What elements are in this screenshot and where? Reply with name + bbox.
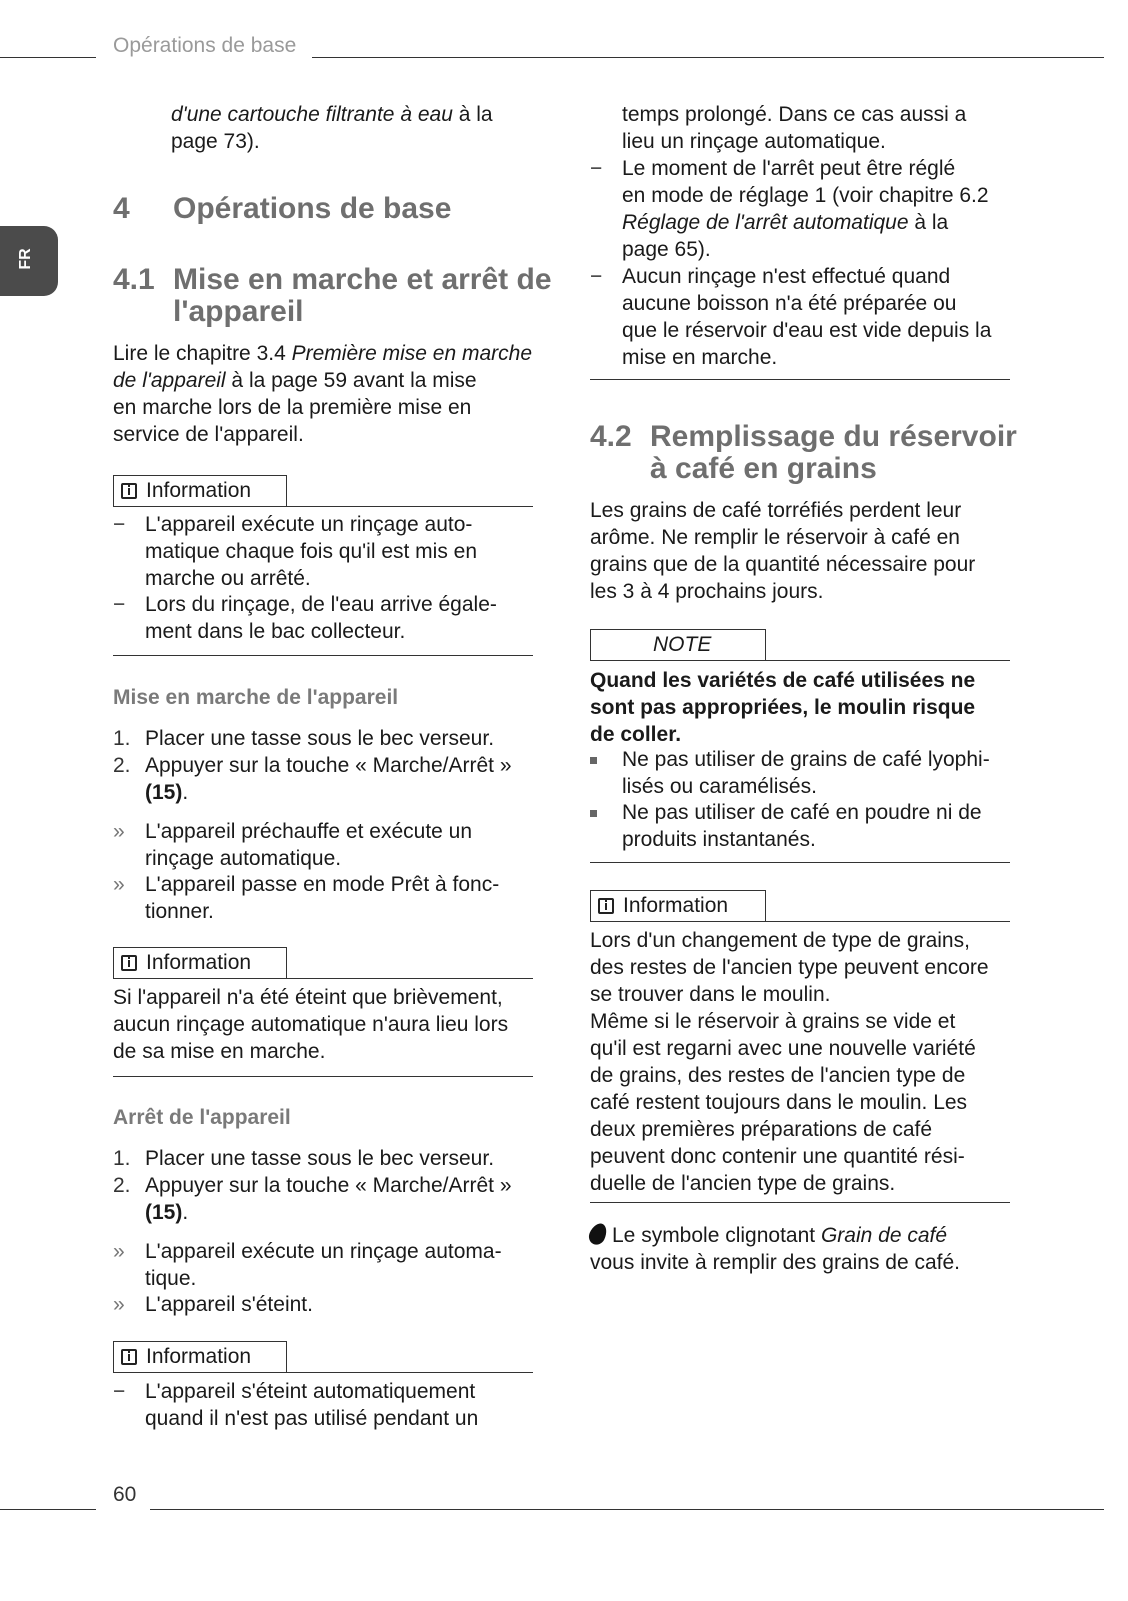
section-title <box>650 421 1030 485</box>
text: peuvent donc contenir une quantité rési- <box>590 1145 965 1168</box>
text: en mode de réglage 1 (voir chapitre 6.2 <box>622 184 989 207</box>
info-icon <box>598 898 614 914</box>
step-number: 2. <box>113 754 131 777</box>
page-number: 60 <box>113 1483 137 1506</box>
box-top-rule <box>113 1372 533 1373</box>
text: mise en marche. <box>622 346 778 369</box>
continuation-line <box>171 101 493 128</box>
box-bottom-rule <box>590 862 1010 863</box>
subheading-power-off: Arrêt de l'appareil <box>113 1106 291 1129</box>
information-paragraph <box>590 927 1030 1197</box>
note-box-header <box>590 629 766 661</box>
note-warning <box>590 667 1030 748</box>
text: tionner. <box>145 900 214 923</box>
box-top-rule <box>590 660 1010 661</box>
text: Lors du rinçage, de l'eau arrive égale- <box>145 593 497 616</box>
text: ment dans le bac collecteur. <box>145 620 406 643</box>
text: Lors d'un changement de type de grains, <box>590 929 970 952</box>
text: duelle de l'ancien type de grains. <box>590 1172 896 1195</box>
section-number: 4.1 <box>113 263 155 296</box>
text: des restes de l'ancien type peuvent encore <box>590 956 989 979</box>
text: que le réservoir d'eau est vide depuis la <box>622 319 992 342</box>
text: Le symbole clignotant <box>612 1224 821 1247</box>
step-number: 1. <box>113 1147 131 1170</box>
box-bottom-rule <box>113 655 533 656</box>
title-line: à café en grains <box>650 452 877 485</box>
information-label: Information <box>146 1345 252 1368</box>
dash-marker: − <box>113 513 126 536</box>
cross-ref-italic: d'une cartouche filtrante à eau <box>171 103 453 126</box>
step-text: Appuyer sur la touche « Marche/Arrêt » <box>145 1174 512 1197</box>
text: de sa mise en marche. <box>113 1040 326 1063</box>
running-header: Opérations de base <box>113 34 297 57</box>
language-tab-label: FR <box>17 248 34 270</box>
symbol-name-italic: Grain de café <box>820 1224 948 1247</box>
result-marker: » <box>113 1240 125 1263</box>
text: tique. <box>145 1267 197 1290</box>
box-bottom-rule <box>113 1076 533 1077</box>
text: marche ou arrêté. <box>145 567 311 590</box>
text: en marche lors de la première mise en <box>113 396 472 419</box>
dash-marker: − <box>113 1380 126 1403</box>
note-label: NOTE <box>653 633 712 656</box>
text: Si l'appareil n'a été éteint que brièvement, <box>113 986 503 1009</box>
text: L'appareil s'éteint automatiquement <box>145 1380 476 1403</box>
paragraph <box>590 497 1030 605</box>
text: à la page 59 avant la mise <box>225 369 477 392</box>
text: deux premières préparations de café <box>590 1118 933 1141</box>
text: Même si le réservoir à grains se vide et <box>590 1010 956 1033</box>
text: aucun rinçage automatique n'aura lieu lors <box>113 1013 509 1036</box>
cross-ref-italic: Réglage de l'arrêt automatique <box>622 211 909 234</box>
text: aucune boisson n'a été préparée ou <box>622 292 957 315</box>
text: matique chaque fois qu'il est mis en <box>145 540 478 563</box>
dash-marker: − <box>590 157 603 180</box>
text: L'appareil s'éteint. <box>145 1293 313 1316</box>
information-box-header <box>590 890 766 922</box>
text: produits instantanés. <box>622 828 816 851</box>
text: Aucun rinçage n'est effectué quand <box>622 265 951 288</box>
text: Quand les variétés de café utilisées ne <box>590 669 976 692</box>
chapter-heading <box>113 192 553 228</box>
dash-marker: − <box>113 593 126 616</box>
subheading-power-on: Mise en marche de l'appareil <box>113 686 399 709</box>
box-bottom-rule <box>590 379 1010 380</box>
text: grains que de la quantité nécessaire pour <box>590 553 976 576</box>
text: page 65). <box>622 238 711 261</box>
text: Le moment de l'arrêt peut être réglé <box>622 157 956 180</box>
continuation-line: page 73). <box>171 130 260 153</box>
chapter-title: Opérations de base <box>173 192 452 225</box>
box-bottom-rule <box>590 1202 1010 1203</box>
bean-symbol-paragraph <box>590 1222 1030 1276</box>
text: se trouver dans le moulin. <box>590 983 831 1006</box>
chapter-number: 4 <box>113 192 130 225</box>
text: de grains, des restes de l'ancien type de <box>590 1064 966 1087</box>
result-marker: » <box>113 820 125 843</box>
key-reference: (15) <box>145 781 183 804</box>
text: lisés ou caramélisés. <box>622 775 817 798</box>
footer-rule-left <box>0 1509 96 1510</box>
box-top-rule <box>113 978 533 979</box>
text: de coller. <box>590 723 682 746</box>
square-bullet-icon <box>590 797 597 824</box>
text: Ne pas utiliser de café en poudre ni de <box>622 801 982 824</box>
section-number: 4.2 <box>590 420 632 453</box>
title-line: l'appareil <box>173 295 304 328</box>
text: L'appareil exécute un rinçage automa- <box>145 1240 502 1263</box>
information-box-header <box>113 947 287 979</box>
text: rinçage automatique. <box>145 847 342 870</box>
box-top-rule <box>590 921 1010 922</box>
step-number: 2. <box>113 1174 131 1197</box>
information-label: Information <box>623 894 729 917</box>
info-icon <box>121 483 137 499</box>
information-paragraph <box>113 984 553 1065</box>
header-rule-left <box>0 57 96 58</box>
square-bullet-icon <box>590 744 597 771</box>
text: Ne pas utiliser de grains de café lyophi- <box>622 748 990 771</box>
text: sont pas appropriées, le moulin risque <box>590 696 976 719</box>
text: quand il n'est pas utilisé pendant un <box>145 1407 479 1430</box>
title-line: Mise en marche et arrêt de <box>173 263 552 296</box>
info-icon <box>121 1349 137 1365</box>
text: qu'il est regarni avec une nouvelle variété <box>590 1037 976 1060</box>
step-text: Appuyer sur la touche « Marche/Arrêt » <box>145 754 512 777</box>
header-rule-right <box>312 57 1104 58</box>
footer-rule-right <box>150 1509 1104 1510</box>
step-text: Placer une tasse sous le bec verseur. <box>145 727 495 750</box>
section-heading-4-1 <box>113 264 553 330</box>
language-tab <box>0 226 58 296</box>
continuation-line: temps prolongé. Dans ce cas aussi a <box>622 103 967 126</box>
text: vous invite à remplir des grains de café. <box>590 1251 961 1274</box>
result-marker: » <box>113 873 125 896</box>
text: les 3 à 4 prochains jours. <box>590 580 824 603</box>
result-marker: » <box>113 1293 125 1316</box>
text: L'appareil exécute un rinçage auto- <box>145 513 473 536</box>
info-icon <box>121 955 137 971</box>
information-box-header <box>113 475 287 507</box>
cross-ref-italic: Première mise en marche <box>291 342 533 365</box>
information-label: Information <box>146 951 252 974</box>
text: à la <box>908 211 949 234</box>
dash-marker: − <box>590 265 603 288</box>
section-title <box>173 264 553 328</box>
section-heading-4-2 <box>590 421 1030 487</box>
title-line: Remplissage du réservoir <box>650 420 1017 453</box>
text: arôme. Ne remplir le réservoir à café en <box>590 526 960 549</box>
step-text: Placer une tasse sous le bec verseur. <box>145 1147 495 1170</box>
continuation-line: lieu un rinçage automatique. <box>622 130 886 153</box>
text: Les grains de café torréfiés perdent leur <box>590 499 962 522</box>
key-reference: (15) <box>145 1201 183 1224</box>
text: à la <box>452 103 493 126</box>
coffee-bean-icon <box>586 1221 610 1248</box>
cross-ref-italic: de l'appareil <box>113 369 226 392</box>
text: L'appareil passe en mode Prêt à fonc- <box>145 873 500 896</box>
information-box-header <box>113 1341 287 1373</box>
text: L'appareil préchauffe et exécute un <box>145 820 473 843</box>
text: service de l'appareil. <box>113 423 304 446</box>
intro-paragraph <box>113 340 553 448</box>
box-top-rule <box>113 506 533 507</box>
text: Lire le chapitre 3.4 <box>113 342 292 365</box>
information-label: Information <box>146 479 252 502</box>
step-number: 1. <box>113 727 131 750</box>
text: café restent toujours dans le moulin. Les <box>590 1091 968 1114</box>
